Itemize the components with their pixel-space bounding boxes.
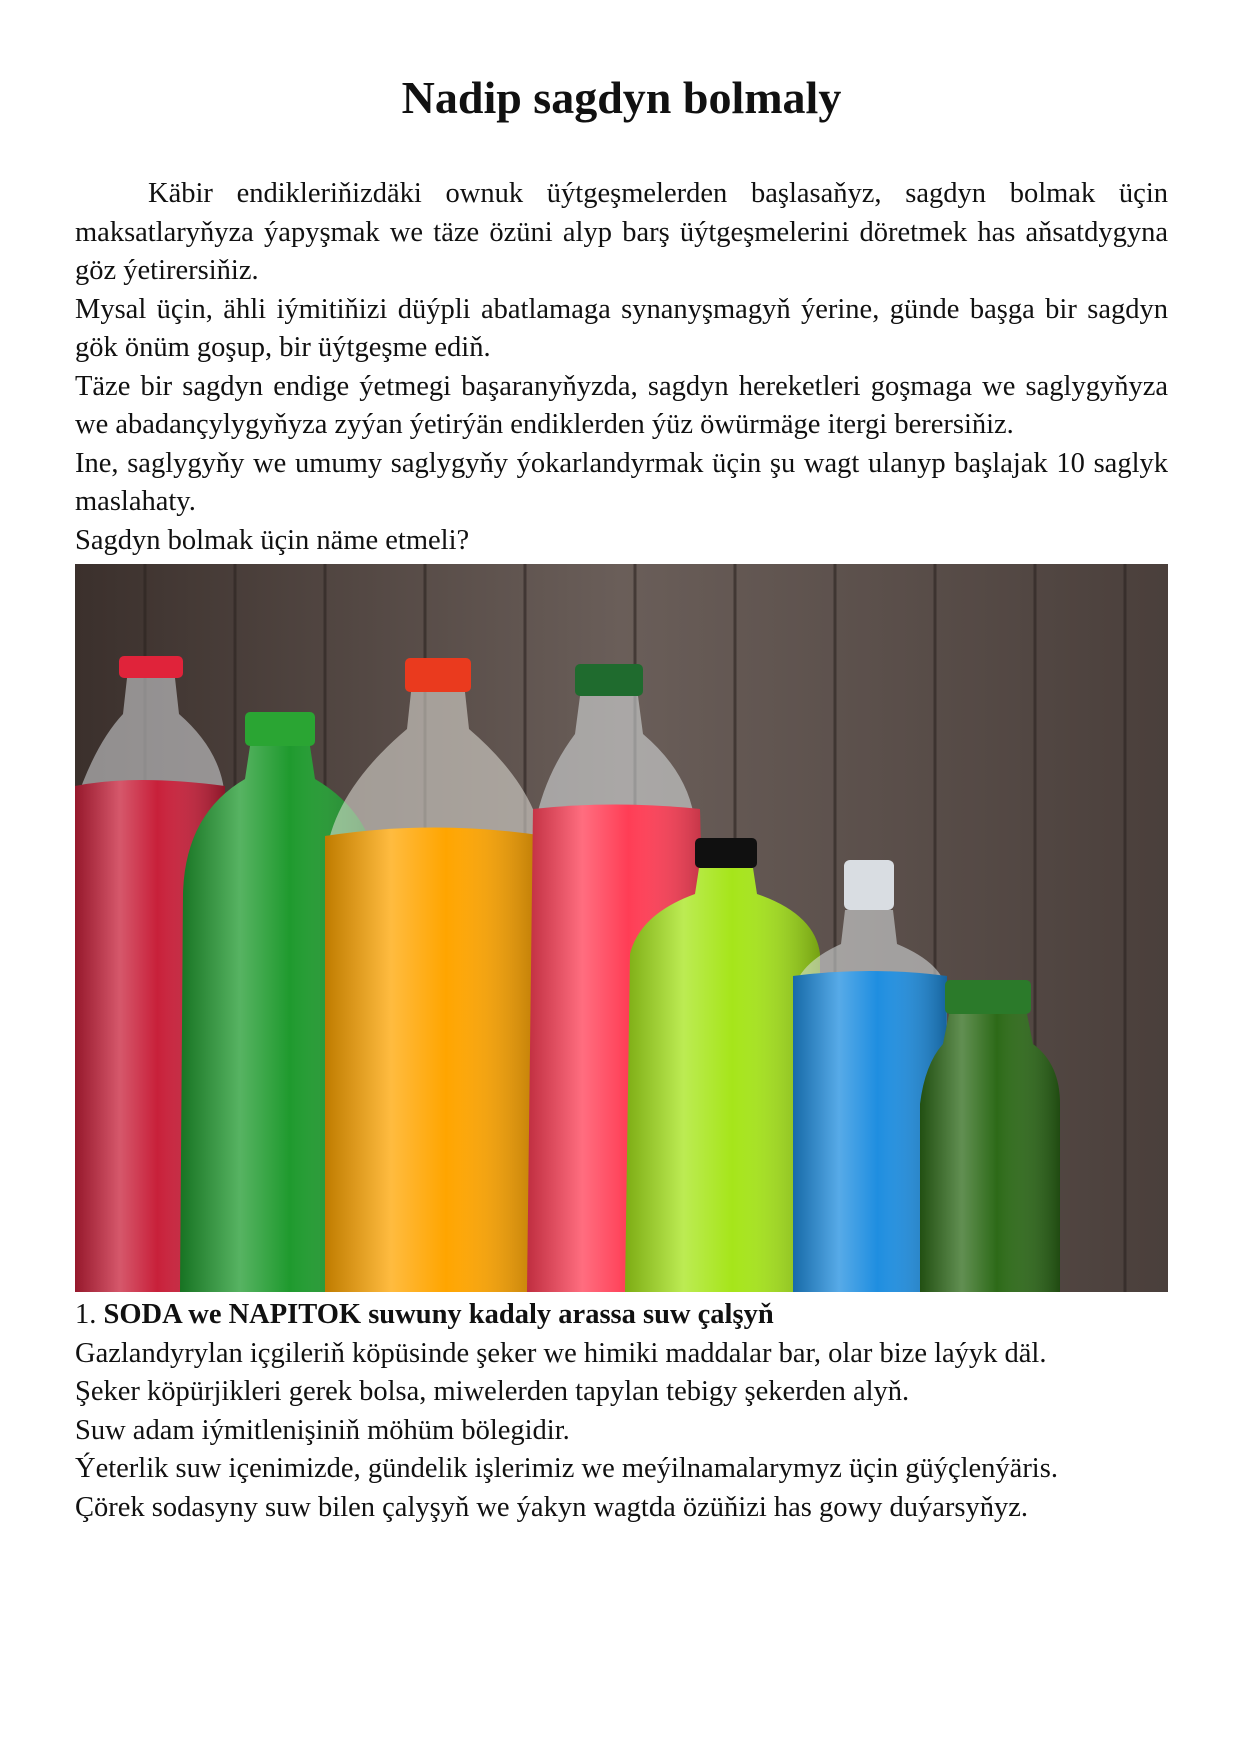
section-1-heading — [75, 1296, 1168, 1335]
section-1-paragraph-5: Çörek sodasyny suw bilen çalyşyň we ýakyn wagtda özüňizi has gowy duýarsyňyz. — [75, 1491, 1028, 1523]
section-1-paragraph-1: Gazlandyrylan içgileriň köpüsinde şeker we himiki maddalar bar, olar bize laýyk däl. — [75, 1337, 1047, 1369]
intro-paragraph-4: Ine, saglygyňy we umumy saglygyňy ýokarlandyrmak üçin şu wagt ulanyp başlajak 10 saglyk maslahaty. — [75, 447, 1168, 518]
bottles-illustration — [75, 564, 1168, 1292]
section-1-number: 1. — [75, 1299, 104, 1331]
intro-paragraph-2: Mysal üçin, ähli iýmitiňizi düýpli abatlamaga synanyşmagyň ýerine, günde başga bir sagdyn gök önüm goşup, bir üýtgeşme ediň. — [75, 293, 1168, 364]
intro-paragraph-3: Täze bir sagdyn endige ýetmegi başaranyňyzda, sagdyn hereketleri goşmaga we saglygyňyza we abadançylygyňyza zyýan ýetirýän endiklerden ýüz öwürmäge itergi berersiňiz. — [75, 370, 1168, 441]
page-title: Nadip sagdyn bolmaly — [401, 72, 842, 123]
section-1-paragraph-3: Suw adam iýmitlenişiniň möhüm bölegidir. — [75, 1414, 570, 1446]
document-page — [75, 70, 1168, 1527]
section-1-paragraph-4: Ýeterlik suw içenimizde, gündelik işlerimiz we meýilnamalarymyz üçin güýçlenýäris. — [75, 1453, 1058, 1485]
section-1-title: SODA we NAPITOK suwuny kadaly arassa suw çalşyň — [103, 1299, 774, 1331]
document-body — [75, 175, 1168, 1527]
intro-question: Sagdyn bolmak üçin näme etmeli? — [75, 524, 470, 556]
intro-paragraph-1: Käbir endikleriňizdäki ownuk üýtgeşmelerden başlasaňyz, sagdyn bolmak üçin maksatlaryňyza ýapyşmak we täze özüni alyp barş üýtgeşmelerini döretmek has aňsatdygyna göz ýetirersiňiz. — [75, 178, 1168, 287]
bottles-photo — [75, 564, 1168, 1292]
section-1-paragraph-2: Şeker köpürjikleri gerek bolsa, miwelerden tapylan tebigy şekerden alyň. — [75, 1376, 910, 1408]
